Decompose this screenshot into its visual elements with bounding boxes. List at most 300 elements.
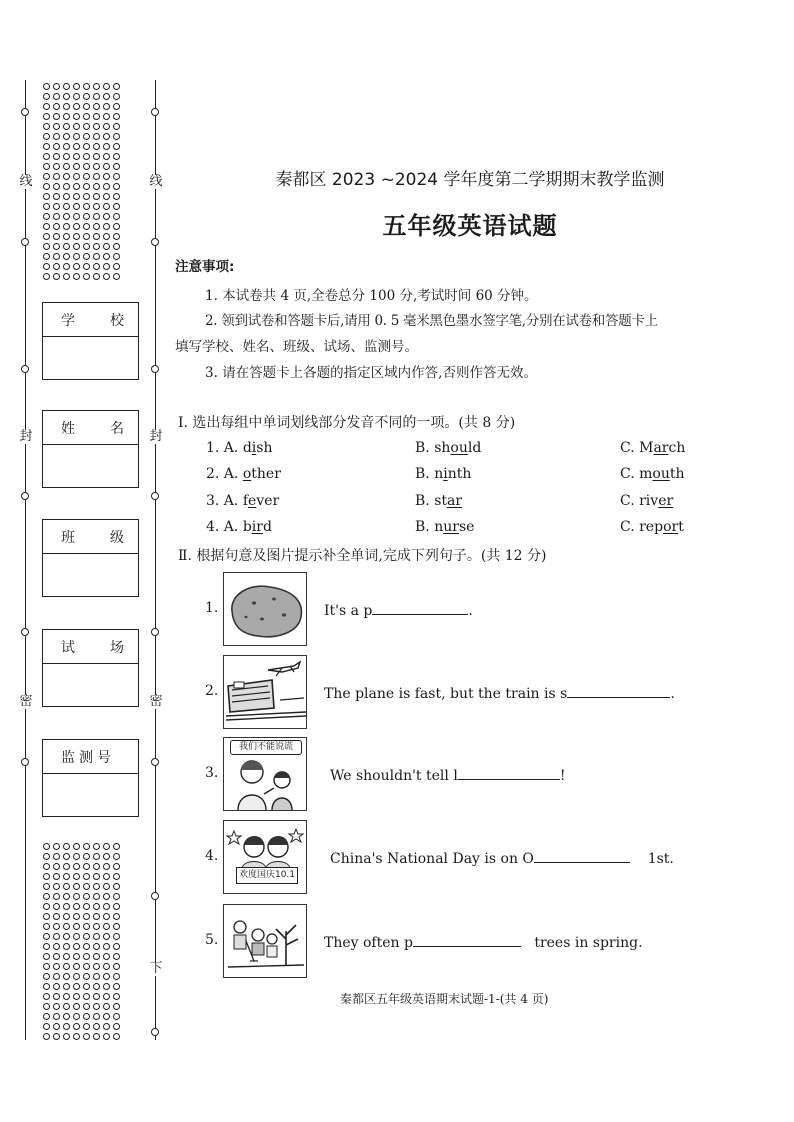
dot-mark (43, 923, 50, 930)
dot-mark (83, 873, 90, 880)
dot-mark (63, 123, 70, 130)
dot-mark (73, 923, 80, 930)
class-box[interactable]: 班 级 (42, 519, 139, 597)
no-lying-picture (223, 737, 307, 811)
dot-mark (73, 253, 80, 260)
question-sentence: We shouldn't tell l ! (330, 765, 565, 784)
dot-mark (53, 183, 60, 190)
dot-mark (103, 193, 110, 200)
dot-mark (103, 893, 110, 900)
dot-mark (43, 973, 50, 980)
dot-mark (103, 1003, 110, 1010)
dot-mark (83, 1033, 90, 1040)
dot-mark (103, 263, 110, 270)
dot-mark (103, 173, 110, 180)
dot-mark (73, 233, 80, 240)
notice-item-2: 2. 领到试卷和答题卡后,请用 0. 5 毫米黑色墨水签字笔,分别在试卷和答题卡上 (205, 313, 658, 329)
name-box[interactable]: 姓 名 (42, 410, 139, 488)
dot-mark (63, 1003, 70, 1010)
dot-mark (93, 143, 100, 150)
dot-mark (73, 903, 80, 910)
dot-mark (83, 1023, 90, 1030)
dot-mark (113, 903, 120, 910)
dot-mark (83, 153, 90, 160)
dot-mark (43, 983, 50, 990)
notice-item-1: 1. 本试卷共 4 页,全卷总分 100 分,考试时间 60 分钟。 (205, 288, 538, 304)
dot-mark (73, 223, 80, 230)
dot-mark (93, 963, 100, 970)
list-item: B. ninth (415, 466, 472, 482)
dot-mark (63, 933, 70, 940)
dot-mark (113, 973, 120, 980)
dot-mark (43, 83, 50, 90)
dot-mark (73, 883, 80, 890)
dot-mark (43, 183, 50, 190)
dot-mark (113, 843, 120, 850)
dot-mark (103, 103, 110, 110)
dot-mark (83, 993, 90, 1000)
dot-mark (63, 223, 70, 230)
list-item: C. river (620, 493, 674, 509)
dot-mark (53, 1023, 60, 1030)
dot-mark (53, 263, 60, 270)
dot-mark (103, 213, 110, 220)
dot-mark (73, 273, 80, 280)
dot-mark (43, 933, 50, 940)
dot-mark (43, 873, 50, 880)
dot-mark (93, 993, 100, 1000)
dot-mark (93, 873, 100, 880)
dot-mark (113, 1033, 120, 1040)
dot-mark (83, 973, 90, 980)
ring-icon (21, 365, 29, 373)
exam-room-box[interactable]: 试 场 (42, 629, 139, 707)
dot-mark (93, 923, 100, 930)
dot-mark (103, 143, 110, 150)
dot-mark (43, 153, 50, 160)
dot-mark (83, 203, 90, 210)
section-1-title: Ⅰ. 选出每组中单词划线部分发音不同的一项。(共 8 分) (178, 415, 516, 431)
dot-mark (83, 863, 90, 870)
ring-icon (21, 628, 29, 636)
dot-mark (113, 883, 120, 890)
dot-mark (43, 893, 50, 900)
dot-mark (63, 243, 70, 250)
dot-mark (113, 173, 120, 180)
ring-icon (151, 758, 159, 766)
dot-mark (63, 963, 70, 970)
dot-mark (83, 933, 90, 940)
ring-icon (21, 758, 29, 766)
dot-mark (73, 863, 80, 870)
dot-mark (83, 233, 90, 240)
dot-mark (63, 993, 70, 1000)
dot-mark (113, 143, 120, 150)
dot-mark (53, 843, 60, 850)
list-item: 3. A. fever (206, 493, 280, 509)
dot-mark (43, 103, 50, 110)
dot-mark (63, 93, 70, 100)
ring-icon (21, 238, 29, 246)
question-sentence: It's a p . (324, 600, 473, 619)
dot-mark (53, 923, 60, 930)
dot-mark (73, 853, 80, 860)
dot-mark (53, 863, 60, 870)
dot-mark (63, 1013, 70, 1020)
dot-mark (53, 853, 60, 860)
dot-mark (73, 263, 80, 270)
list-item: 1. A. dish (206, 440, 273, 456)
dot-mark (113, 863, 120, 870)
dot-mark (103, 943, 110, 950)
dot-mark (113, 113, 120, 120)
dot-mark (93, 913, 100, 920)
question-sentence: The plane is fast, but the train is s . (324, 683, 675, 702)
dot-mark (43, 843, 50, 850)
dot-mark (43, 173, 50, 180)
dot-mark (53, 953, 60, 960)
dot-mark (73, 243, 80, 250)
dot-mark (53, 233, 60, 240)
dot-mark (63, 843, 70, 850)
dot-mark (93, 1003, 100, 1010)
dot-mark (83, 263, 90, 270)
ring-icon (151, 492, 159, 500)
dot-mark (63, 893, 70, 900)
dot-mark (43, 1023, 50, 1030)
dot-mark (53, 243, 60, 250)
dot-mark (93, 203, 100, 210)
dot-mark (43, 963, 50, 970)
dot-mark (53, 203, 60, 210)
question-sentence: They often p trees in spring. (324, 932, 643, 951)
dot-mark (103, 903, 110, 910)
dot-mark (113, 963, 120, 970)
dot-mark (63, 133, 70, 140)
dot-mark (83, 853, 90, 860)
dot-mark (113, 83, 120, 90)
dot-mark (53, 943, 60, 950)
dot-mark (73, 173, 80, 180)
dot-mark (113, 193, 120, 200)
dot-mark (43, 133, 50, 140)
dot-mark (103, 1013, 110, 1020)
dot-mark (73, 183, 80, 190)
dot-mark (113, 183, 120, 190)
dot-mark (113, 253, 120, 260)
dot-mark (63, 203, 70, 210)
planting-trees-picture (223, 904, 307, 978)
exam-number-box[interactable]: 监测号 (42, 739, 139, 817)
dot-mark (73, 993, 80, 1000)
ring-icon (151, 108, 159, 116)
dot-mark (63, 103, 70, 110)
dot-mark (93, 223, 100, 230)
dot-mark (63, 143, 70, 150)
dot-mark (63, 903, 70, 910)
dot-mark (83, 273, 90, 280)
dot-mark (83, 883, 90, 890)
ring-icon (21, 108, 29, 116)
dot-mark (43, 93, 50, 100)
dot-mark (103, 883, 110, 890)
dot-mark (53, 223, 60, 230)
dot-mark (73, 973, 80, 980)
dot-mark (83, 213, 90, 220)
dot-mark (73, 893, 80, 900)
dot-mark (53, 193, 60, 200)
dot-mark (63, 253, 70, 260)
dot-mark (63, 863, 70, 870)
dot-mark (63, 1023, 70, 1030)
ring-icon (21, 492, 29, 500)
dot-mark (43, 123, 50, 130)
dot-mark (63, 173, 70, 180)
right-margin-char: 密 (149, 694, 163, 709)
dot-mark (43, 143, 50, 150)
dot-mark (53, 973, 60, 980)
dot-mark (93, 893, 100, 900)
dot-mark (73, 943, 80, 950)
dot-mark (63, 943, 70, 950)
dot-mark (113, 233, 120, 240)
dot-mark (73, 913, 80, 920)
dot-mark (83, 893, 90, 900)
dot-mark (113, 943, 120, 950)
left-margin-char: 封 (19, 429, 33, 444)
dot-mark (93, 103, 100, 110)
dot-mark (53, 213, 60, 220)
dot-mark (53, 873, 60, 880)
dot-mark (113, 993, 120, 1000)
question-number: 1. (205, 600, 219, 616)
dot-mark (73, 93, 80, 100)
dot-mark (103, 843, 110, 850)
dot-mark (83, 173, 90, 180)
dot-mark (53, 103, 60, 110)
dot-mark (103, 983, 110, 990)
dot-mark (103, 253, 110, 260)
dot-mark (63, 883, 70, 890)
dot-mark (73, 843, 80, 850)
dot-mark (73, 963, 80, 970)
dot-mark (43, 193, 50, 200)
dot-mark (63, 213, 70, 220)
ring-icon (151, 628, 159, 636)
dot-mark (93, 1013, 100, 1020)
dot-mark (53, 933, 60, 940)
picture-caption: 我们不能说谎 (230, 740, 302, 755)
dot-mark (83, 903, 90, 910)
list-item: C. mouth (620, 466, 685, 482)
dot-mark (93, 883, 100, 890)
dot-mark (83, 1013, 90, 1020)
dot-mark (93, 113, 100, 120)
dot-mark (73, 983, 80, 990)
question-number: 4. (205, 848, 219, 864)
dot-mark (53, 1003, 60, 1010)
dot-mark (83, 133, 90, 140)
notice-item-3: 3. 请在答题卡上各题的指定区域内作答,否则作答无效。 (205, 365, 537, 381)
school-box[interactable]: 学 校 (42, 302, 139, 380)
dot-mark (93, 93, 100, 100)
dot-mark (73, 213, 80, 220)
dot-mark (73, 143, 80, 150)
dot-mark (103, 203, 110, 210)
dot-mark (63, 153, 70, 160)
dot-mark (103, 113, 110, 120)
dot-mark (53, 893, 60, 900)
dot-mark (43, 1003, 50, 1010)
left-margin-char: 密 (19, 694, 33, 709)
list-item: 2. A. other (206, 466, 281, 482)
dot-mark (63, 113, 70, 120)
dot-mark (93, 933, 100, 940)
left-margin-char: 线 (19, 174, 33, 189)
dot-mark (83, 93, 90, 100)
left-cut-line (25, 80, 26, 1040)
dot-mark (73, 873, 80, 880)
dot-mark (73, 133, 80, 140)
dot-mark (53, 153, 60, 160)
answer-blank[interactable] (567, 683, 670, 698)
dot-mark (83, 943, 90, 950)
dot-mark (93, 1033, 100, 1040)
dot-mark (103, 1033, 110, 1040)
dot-mark (103, 223, 110, 230)
dot-mark (73, 113, 80, 120)
dot-mark (83, 843, 90, 850)
list-item: C. March (620, 440, 686, 456)
dot-mark (113, 913, 120, 920)
dot-mark (83, 83, 90, 90)
ring-icon (151, 1028, 159, 1036)
dot-mark (93, 1023, 100, 1030)
dot-mark (73, 1003, 80, 1010)
dot-mark (103, 1023, 110, 1030)
dot-mark (63, 183, 70, 190)
dot-mark (113, 213, 120, 220)
dot-mark (113, 983, 120, 990)
dot-pattern-bottom (42, 842, 122, 1042)
dot-mark (83, 923, 90, 930)
section-2-title: Ⅱ. 根据句意及图片提示补全单词,完成下列句子。(共 12 分) (178, 548, 547, 564)
dot-mark (93, 173, 100, 180)
dot-mark (63, 263, 70, 270)
dot-mark (53, 913, 60, 920)
list-item: 4. A. bird (206, 519, 272, 535)
dot-mark (73, 153, 80, 160)
dot-mark (53, 1013, 60, 1020)
question-number: 2. (205, 683, 219, 699)
dot-mark (63, 163, 70, 170)
dot-mark (53, 253, 60, 260)
dot-mark (103, 973, 110, 980)
question-number: 5. (205, 932, 219, 948)
dot-mark (73, 1023, 80, 1030)
right-margin-char: 下 (149, 961, 163, 976)
dot-mark (53, 113, 60, 120)
dot-mark (93, 273, 100, 280)
dot-mark (113, 243, 120, 250)
dot-mark (93, 953, 100, 960)
dot-mark (113, 203, 120, 210)
list-item: B. star (415, 493, 463, 509)
dot-mark (93, 133, 100, 140)
dot-mark (63, 983, 70, 990)
dot-mark (103, 993, 110, 1000)
dot-mark (113, 1023, 120, 1030)
dot-mark (73, 1013, 80, 1020)
ring-icon (151, 365, 159, 373)
dot-mark (83, 983, 90, 990)
dot-mark (93, 843, 100, 850)
dot-mark (73, 163, 80, 170)
dot-mark (83, 183, 90, 190)
dot-mark (83, 953, 90, 960)
answer-blank[interactable] (413, 932, 521, 947)
dot-mark (103, 273, 110, 280)
dot-mark (53, 163, 60, 170)
notice-heading: 注意事项: (175, 259, 235, 275)
dot-mark (113, 893, 120, 900)
question-number: 3. (205, 765, 219, 781)
dot-mark (53, 93, 60, 100)
dot-mark (43, 883, 50, 890)
dot-mark (53, 883, 60, 890)
dot-mark (83, 913, 90, 920)
dot-mark (103, 913, 110, 920)
dot-mark (113, 873, 120, 880)
dot-mark (83, 253, 90, 260)
dot-mark (93, 903, 100, 910)
dot-mark (93, 193, 100, 200)
dot-mark (43, 213, 50, 220)
dot-mark (93, 183, 100, 190)
answer-blank[interactable] (534, 848, 630, 863)
right-margin-char: 封 (149, 429, 163, 444)
dot-mark (93, 263, 100, 270)
picture-caption: 欢度国庆10.1 (236, 867, 298, 884)
dot-mark (43, 1033, 50, 1040)
dot-mark (53, 83, 60, 90)
dot-mark (113, 223, 120, 230)
right-margin-char: 线 (149, 174, 163, 189)
dot-mark (93, 83, 100, 90)
answer-blank[interactable] (372, 600, 468, 615)
dot-mark (93, 983, 100, 990)
dot-mark (73, 123, 80, 130)
dot-mark (63, 873, 70, 880)
dot-mark (103, 93, 110, 100)
dot-mark (93, 123, 100, 130)
ring-icon (151, 238, 159, 246)
dot-mark (113, 1013, 120, 1020)
dot-mark (103, 953, 110, 960)
dot-mark (63, 193, 70, 200)
dot-mark (43, 993, 50, 1000)
dot-mark (103, 863, 110, 870)
dot-mark (73, 953, 80, 960)
dot-mark (43, 163, 50, 170)
potato-picture (223, 572, 307, 646)
dot-mark (73, 83, 80, 90)
paper-title: 五年级英语试题 (382, 212, 558, 240)
dot-mark (113, 153, 120, 160)
dot-mark (43, 943, 50, 950)
dot-mark (73, 203, 80, 210)
answer-blank[interactable] (458, 765, 560, 780)
